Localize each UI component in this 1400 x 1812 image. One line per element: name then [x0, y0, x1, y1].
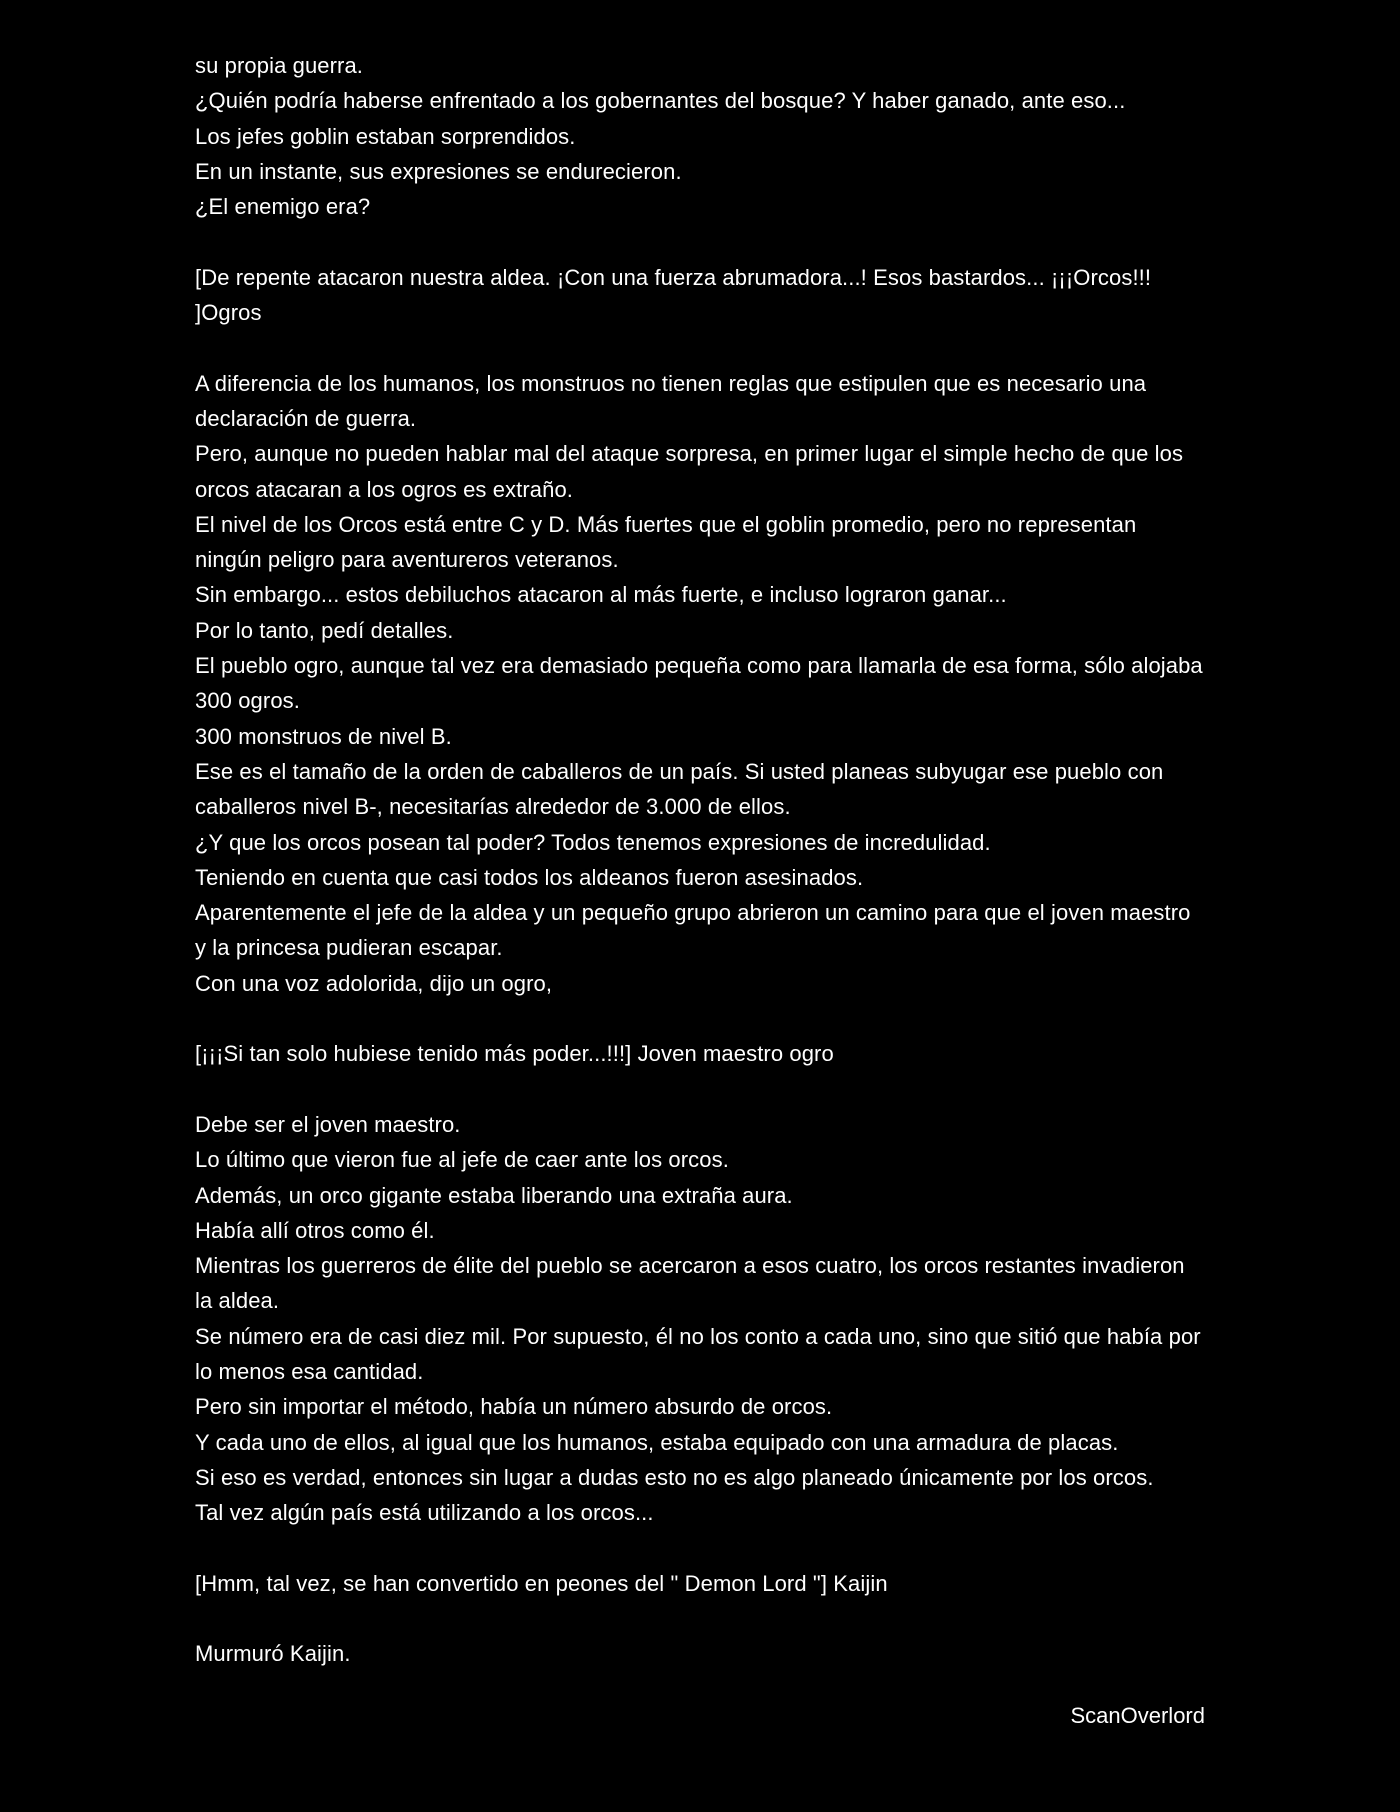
paragraph: Sin embargo... estos debiluchos atacaron al más fuerte, e incluso lograron ganar...	[195, 582, 1007, 608]
blank-line	[195, 1601, 1205, 1636]
paragraph: El pueblo ogro, aunque tal vez era demasiado pequeña como para llamarla de esa forma, sólo alojaba 300 ogros.	[195, 653, 1203, 714]
paragraph: 300 monstruos de nivel B.	[195, 723, 452, 749]
paragraph: En un instante, sus expresiones se endurecieron.	[195, 158, 682, 184]
blank-line	[195, 330, 1205, 365]
paragraph: [¡¡¡Si tan solo hubiese tenido más poder...!!!] Joven maestro ogro	[195, 1041, 834, 1067]
paragraph: Los jefes goblin estaban sorprendidos.	[195, 123, 576, 149]
paragraph: Murmuró Kaijin.	[195, 1641, 351, 1667]
paragraph: Pero sin importar el método, había un número absurdo de orcos.	[195, 1394, 833, 1420]
paragraph: Con una voz adolorida, dijo un ogro,	[195, 970, 553, 996]
paragraph: ¿El enemigo era?	[195, 194, 371, 220]
paragraph: Se número era de casi diez mil. Por supuesto, él no los conto a cada uno, sino que sitió que había por lo menos esa cantidad.	[195, 1323, 1201, 1384]
paragraph: ¿Quién podría haberse enfrentado a los gobernantes del bosque? Y haber ganado, ante eso...	[195, 88, 1126, 114]
blank-line	[195, 224, 1205, 259]
paragraph: Además, un orco gigante estaba liberando una extraña aura.	[195, 1182, 793, 1208]
blank-line	[195, 1072, 1205, 1107]
paragraph: Teniendo en cuenta que casi todos los aldeanos fueron asesinados.	[195, 864, 864, 890]
paragraph: Lo último que vieron fue al jefe de caer ante los orcos.	[195, 1147, 729, 1173]
document-body	[195, 48, 1205, 1672]
paragraph: Tal vez algún país está utilizando a los orcos...	[195, 1500, 654, 1526]
blank-line	[195, 1001, 1205, 1036]
paragraph: [Hmm, tal vez, se han convertido en peones del " Demon Lord "] Kaijin	[195, 1570, 888, 1596]
paragraph: Debe ser el joven maestro.	[195, 1111, 461, 1137]
paragraph: A diferencia de los humanos, los monstruos no tienen reglas que estipulen que es necesario una declaración de guerra.	[195, 370, 1147, 431]
paragraph: Había allí otros como él.	[195, 1217, 435, 1243]
paragraph: Mientras los guerreros de élite del pueblo se acercaron a esos cuatro, los orcos restantes invadieron la aldea.	[195, 1253, 1185, 1314]
paragraph: Aparentemente el jefe de la aldea y un pequeño grupo abrieron un camino para que el joven maestro y la princesa pudieran escapar.	[195, 900, 1191, 961]
paragraph: Por lo tanto, pedí detalles.	[195, 617, 454, 643]
paragraph: [De repente atacaron nuestra aldea. ¡Con una fuerza abrumadora...! Esos bastardos... ¡¡¡Orcos!!! ]Ogros	[195, 264, 1152, 326]
paragraph: Pero, aunque no pueden hablar mal del ataque sorpresa, en primer lugar el simple hecho de que los orcos atacaran a los ogros es extraño.	[195, 441, 1184, 502]
paragraph: Y cada uno de ellos, al igual que los humanos, estaba equipado con una armadura de placas.	[195, 1429, 1119, 1455]
blank-line	[195, 1530, 1205, 1565]
paragraph: Ese es el tamaño de la orden de caballeros de un país. Si usted planeas subyugar ese pueblo con caballeros nivel B-, necesitarías alrededor de 3.000 de ellos.	[195, 758, 1164, 820]
paragraph: El nivel de los Orcos está entre C y D. Más fuertes que el goblin promedio, pero no representan ningún peligro para aventureros veteranos.	[195, 511, 1137, 573]
paragraph: ¿Y que los orcos posean tal poder? Todos tenemos expresiones de incredulidad.	[195, 829, 991, 855]
paragraph: Si eso es verdad, entonces sin lugar a dudas esto no es algo planeado únicamente por los orcos.	[195, 1464, 1154, 1490]
paragraph: su propia guerra.	[195, 53, 364, 78]
watermark-text: ScanOverlord	[1070, 1703, 1205, 1728]
